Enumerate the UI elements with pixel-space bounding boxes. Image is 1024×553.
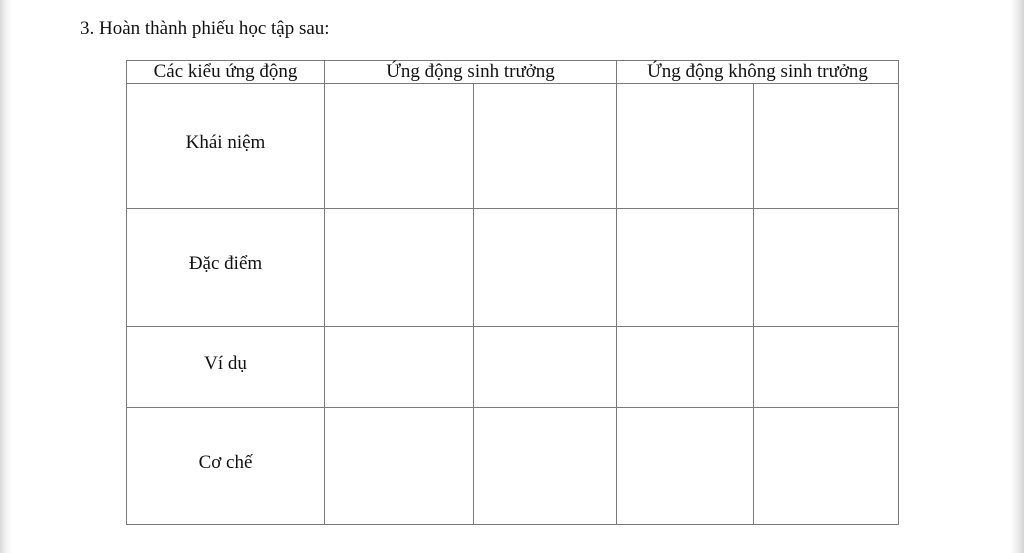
header-cell-types: Các kiểu ứng động — [127, 61, 325, 84]
answer-cell[interactable] — [617, 408, 754, 525]
answer-cell[interactable] — [474, 326, 617, 408]
answer-cell[interactable] — [325, 208, 474, 326]
answer-cell[interactable] — [754, 84, 899, 209]
answer-cell[interactable] — [617, 326, 754, 408]
table-row — [127, 326, 899, 408]
header-cell-non-growth: Ứng động không sinh trưởng — [617, 61, 899, 84]
answer-cell[interactable] — [617, 84, 754, 209]
study-sheet-table — [126, 60, 899, 525]
answer-cell[interactable] — [754, 408, 899, 525]
answer-cell[interactable] — [474, 408, 617, 525]
answer-cell[interactable] — [474, 208, 617, 326]
table-row — [127, 84, 899, 209]
row-label: Cơ chế — [198, 452, 253, 474]
answer-cell[interactable] — [754, 208, 899, 326]
answer-cell[interactable] — [325, 408, 474, 525]
row-label-cell — [127, 208, 325, 326]
row-label: Ví dụ — [204, 352, 247, 374]
row-label: Đặc điểm — [188, 253, 263, 275]
table-header-row — [127, 61, 899, 84]
answer-cell[interactable] — [325, 326, 474, 408]
table-row — [127, 408, 899, 525]
row-label: Khái niệm — [185, 131, 266, 153]
question-title: 3. Hoàn thành phiếu học tập sau: — [80, 18, 330, 39]
answer-cell[interactable] — [474, 84, 617, 209]
answer-cell[interactable] — [754, 326, 899, 408]
table-row — [127, 208, 899, 326]
answer-cell[interactable] — [617, 208, 754, 326]
row-label-cell — [127, 84, 325, 209]
row-label-cell — [127, 326, 325, 408]
header-cell-growth: Ứng động sinh trưởng — [325, 61, 617, 84]
answer-cell[interactable] — [325, 84, 474, 209]
row-label-cell — [127, 408, 325, 525]
